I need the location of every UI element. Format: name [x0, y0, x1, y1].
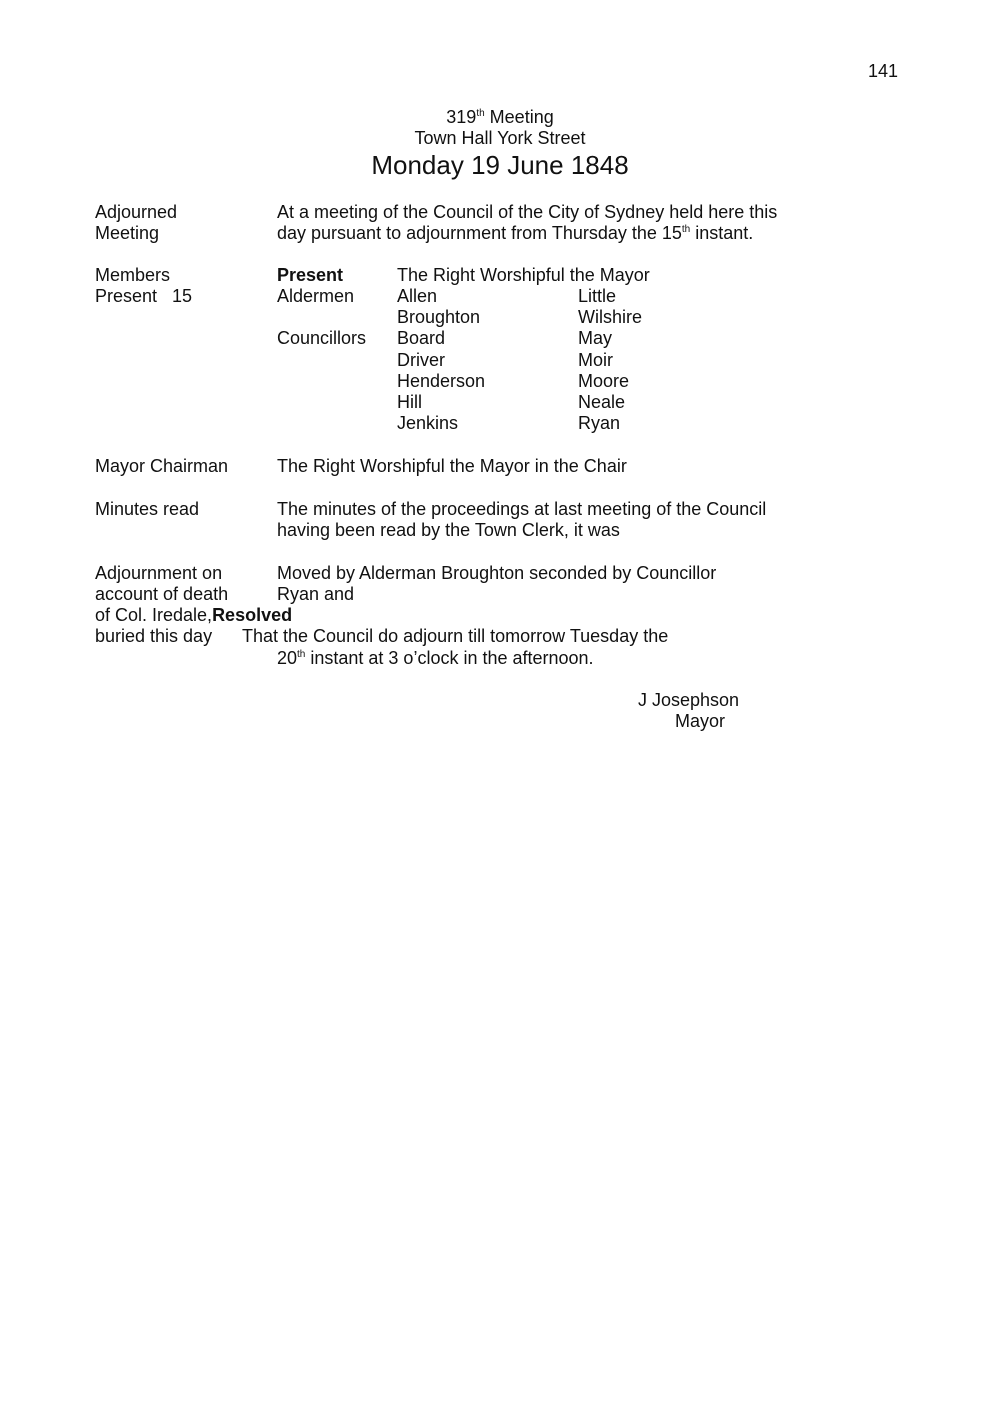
- adjourned-text-line2-pre: day pursuant to adjournment from Thursday the 15: [277, 223, 682, 243]
- councillor-name: Neale: [578, 392, 626, 412]
- councillor-name: Ryan: [578, 413, 621, 433]
- adjourned-text-line1: At a meeting of the Council of the City of Sydney held here this: [277, 202, 778, 222]
- margin-adjournment-line4: buried this day: [95, 626, 213, 646]
- alderman-name: Wilshire: [578, 307, 643, 327]
- resolved-label: Resolved: [212, 605, 293, 625]
- councillor-name: Hill: [397, 392, 422, 412]
- present-mayor: The Right Worshipful the Mayor: [397, 265, 650, 285]
- margin-minutes-read: Minutes read: [95, 499, 200, 519]
- margin-mayor-chairman: Mayor Chairman: [95, 456, 229, 476]
- margin-members: Members: [95, 265, 171, 285]
- adjournment-text-line3: That the Council do adjourn till tomorrow Tuesday the: [242, 626, 669, 646]
- adjournment-text-line4-pre: 20: [277, 648, 298, 668]
- councillor-name: Driver: [397, 350, 445, 370]
- meeting-number-suffix: th: [476, 108, 485, 119]
- alderman-name: Broughton: [397, 307, 481, 327]
- margin-adjournment-line3-text: of Col. Iredale,: [95, 605, 213, 625]
- minutes-text-line2: having been read by the Town Clerk, it was: [277, 520, 620, 540]
- adjourned-text-line2-sup: th: [681, 224, 691, 235]
- councillor-name: Henderson: [397, 371, 486, 391]
- councillor-name: May: [578, 328, 613, 348]
- present-label: Present: [277, 265, 344, 285]
- adjournment-text-line4-sup: th: [297, 649, 306, 660]
- adjournment-text-line4-post: instant at 3 o’clock in the afternoon.: [305, 648, 594, 668]
- signature-name: J Josephson: [638, 690, 740, 710]
- margin-adjournment-line3: [95, 605, 292, 626]
- adjournment-text-line1: Moved by Alderman Broughton seconded by Councillor: [277, 563, 717, 583]
- councillor-name: Jenkins: [397, 413, 459, 433]
- signature-title: Mayor: [675, 711, 726, 731]
- minutes-text-line1: The minutes of the proceedings at last meeting of the Council: [277, 499, 767, 519]
- adjournment-text-line2: Ryan and: [277, 584, 355, 604]
- alderman-name: Allen: [397, 286, 438, 306]
- meeting-word: Meeting: [484, 107, 554, 127]
- councillor-name: Moore: [578, 371, 630, 391]
- meeting-number: [0, 107, 1000, 128]
- margin-meeting: Meeting: [95, 223, 160, 243]
- meeting-number-value: 319: [446, 107, 477, 127]
- adjourned-text-line2: [277, 223, 753, 244]
- margin-adjournment-line2: account of death: [95, 584, 229, 604]
- meeting-date: Monday 19 June 1848: [371, 150, 629, 180]
- councillors-label: Councillors: [277, 328, 367, 348]
- page-number: 141: [868, 61, 899, 81]
- adjourned-text-line2-post: instant.: [690, 223, 754, 243]
- adjournment-text-line4: [277, 648, 594, 669]
- meeting-location: Town Hall York Street: [414, 128, 586, 148]
- councillor-name: Board: [397, 328, 446, 348]
- councillor-name: Moir: [578, 350, 613, 370]
- margin-present-count: Present 15: [95, 286, 193, 306]
- chairman-text: The Right Worshipful the Mayor in the Chair: [277, 456, 627, 476]
- margin-adjournment-line1: Adjournment on: [95, 563, 223, 583]
- margin-adjourned: Adjourned: [95, 202, 178, 222]
- alderman-name: Little: [578, 286, 617, 306]
- aldermen-label: Aldermen: [277, 286, 355, 306]
